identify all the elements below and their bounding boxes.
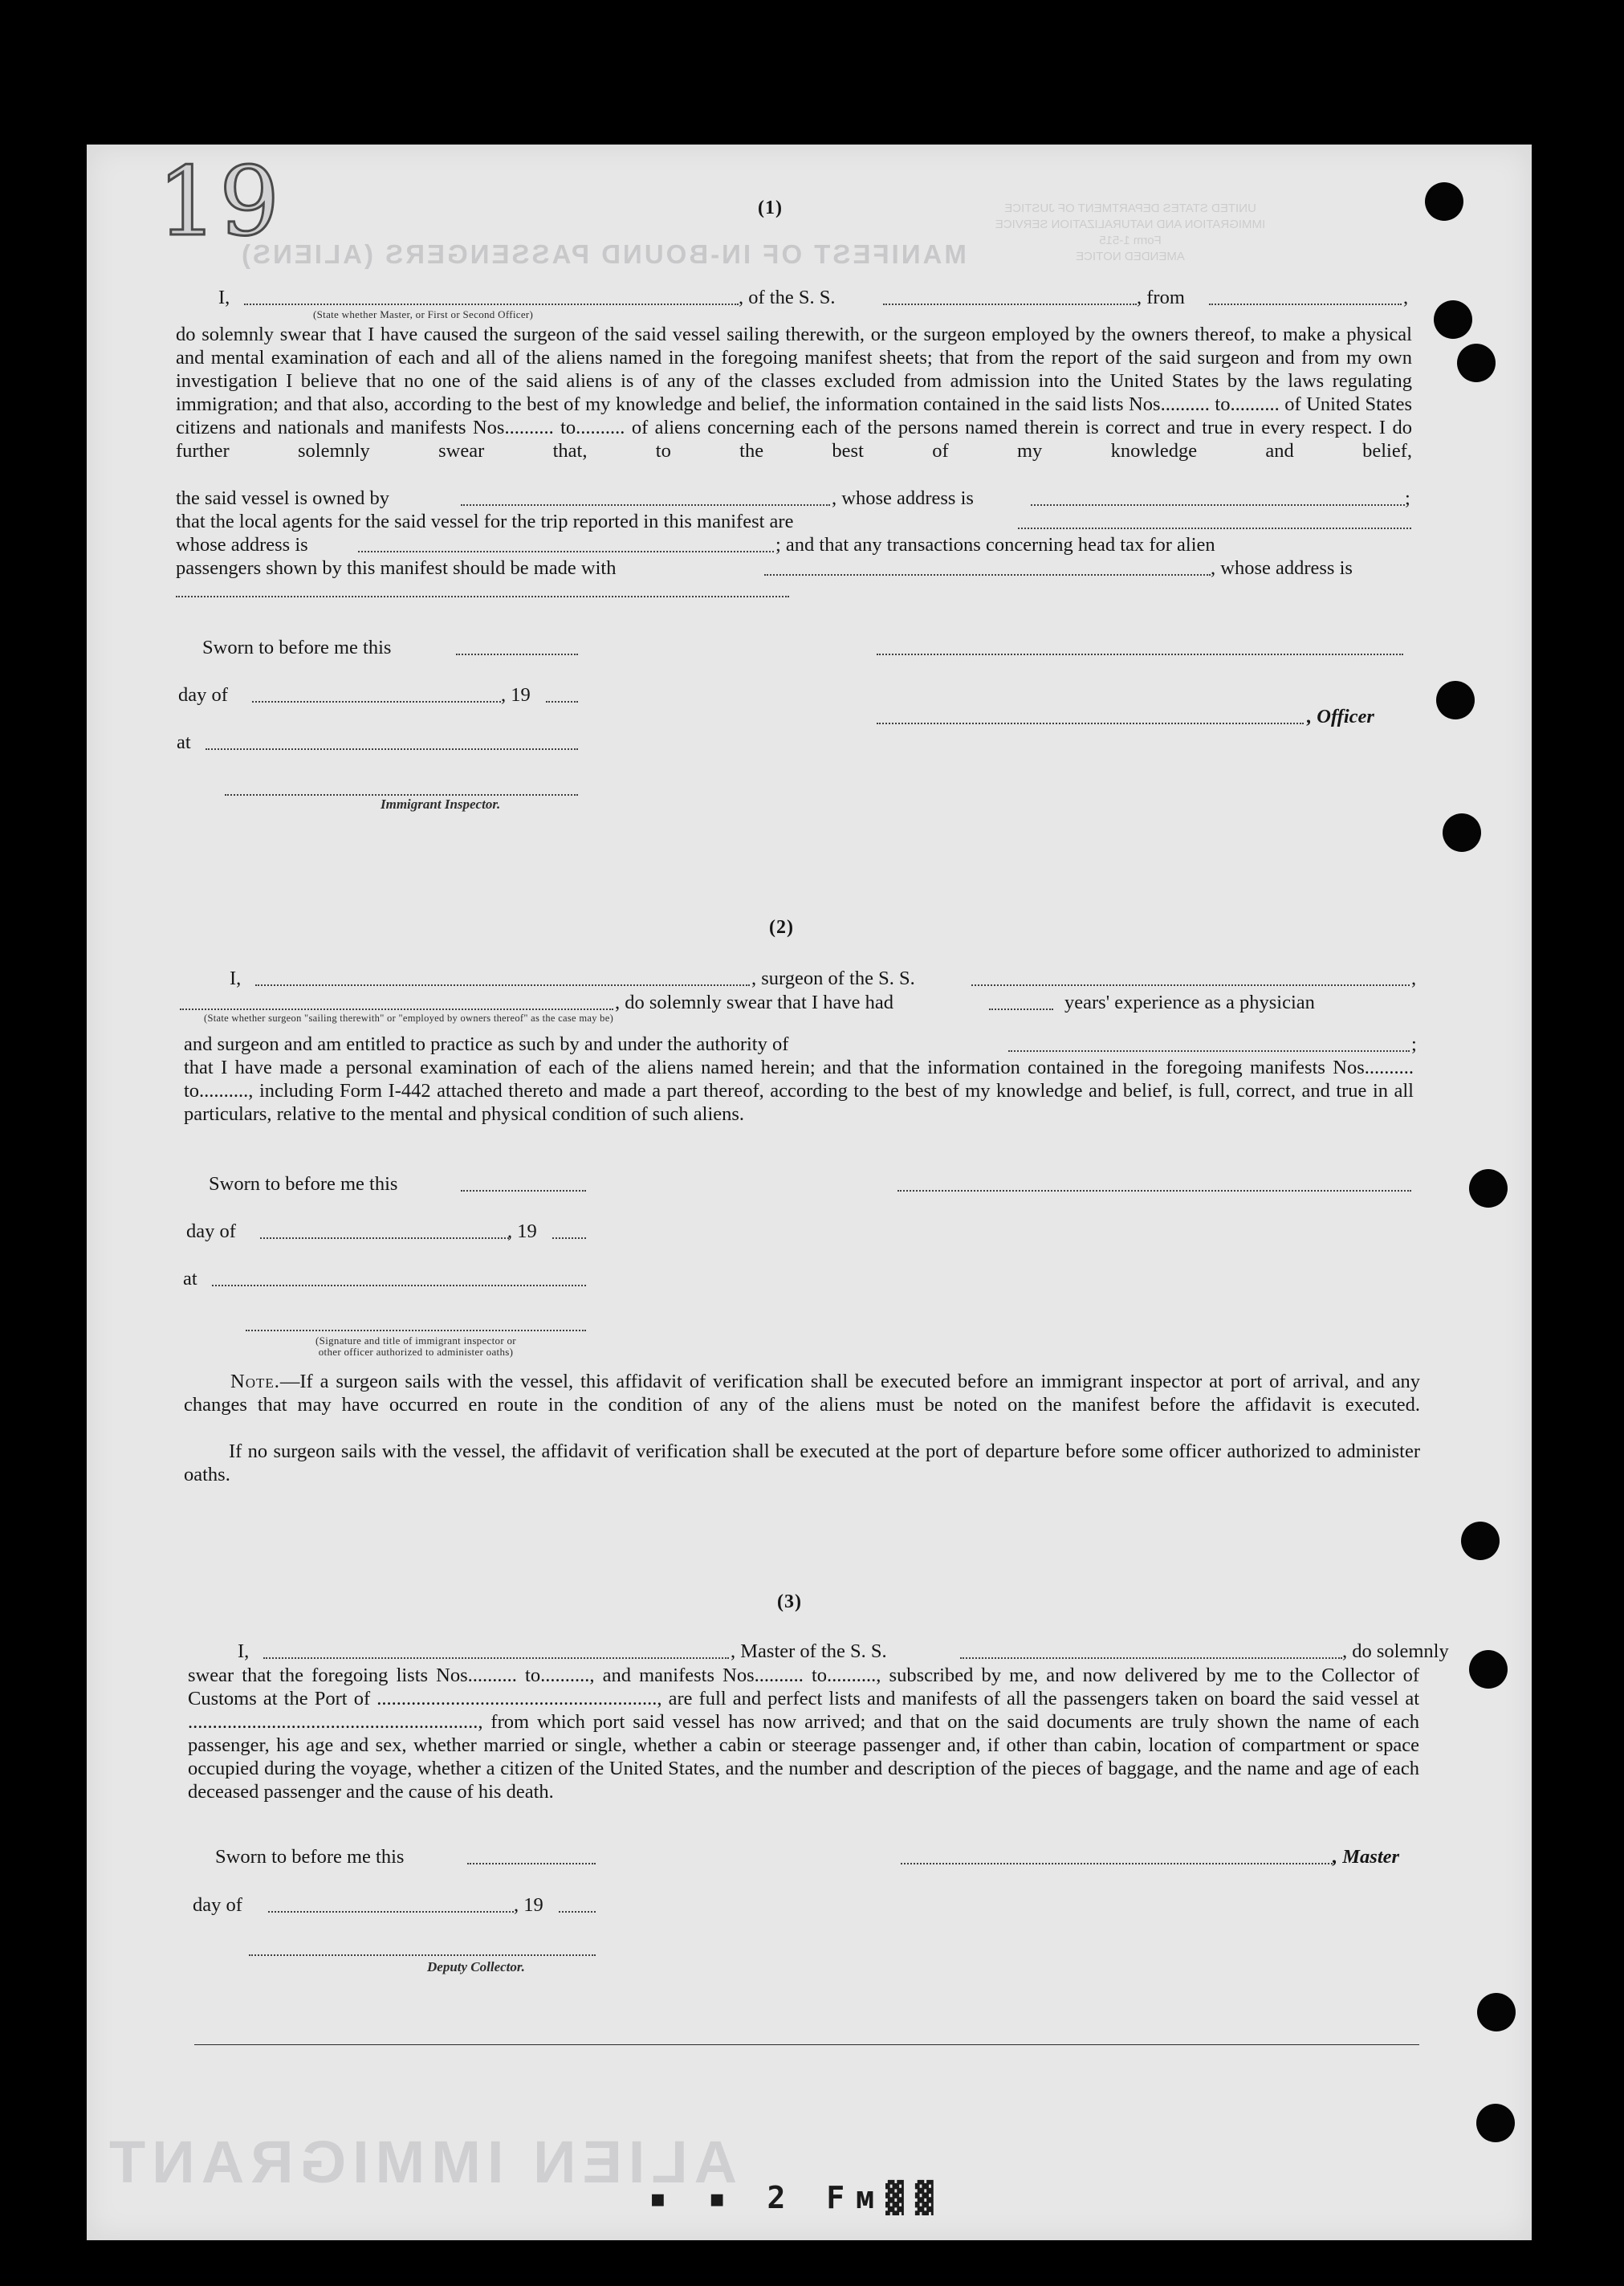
- s1-owned-by: the said vessel is owned by: [176, 487, 390, 509]
- s2-nineteen: , 19: [507, 1220, 537, 1242]
- s3-oath-body: swear that the foregoing lists Nos.......... to.........., and manifests Nos.......... to.........., subscribed by me, and now delivered by me to the Collector of Customs at the Port of ........................................................., are full and perfect lists and manifests of all the passengers taken on board the said vessel at ..........................................................., from which port said vessel has now arrived; and that on the said documents are truly shown the name of each passenger, his age and sex, whether married or single, whether a cabin or steerage passenger and, if other than cabin, location of compartment or space occupied during the voyage, whether a citizen of the United States, and the number and description of the pieces of baggage, and the name and age of each deceased passenger and the cause of his death.: [188, 1665, 1419, 1803]
- s1-vessel-blank[interactable]: [883, 304, 1137, 305]
- s1-nineteen: , 19: [501, 684, 531, 706]
- punch-hole: [1476, 2104, 1515, 2142]
- s2-day-blank[interactable]: [260, 1237, 509, 1239]
- bleed-through-header: UNITED STATES DEPARTMENT OF JUSTICE IMMIGRATION AND NATURALIZATION SERVICE Form 1-515 AMENDED NOTICE: [995, 202, 1266, 263]
- s1-sworn: Sworn to before me this: [202, 637, 392, 658]
- s3-sworn-blank[interactable]: [467, 1863, 596, 1864]
- microfilm-frame-number: 19: [157, 146, 282, 257]
- s1-year-blank[interactable]: [546, 701, 578, 703]
- s2-oath-body: that I have made a personal examination of each of the aliens named herein; and that the information contained in the foregoing manifests Nos.......... to.........., including Form I-442 attached thereto and made a part thereof, according to the best of my knowledge and belief, is full, correct, and true in all particulars, relative to the mental and physical condition of such aliens.: [184, 1057, 1414, 1125]
- s3-day-blank[interactable]: [268, 1911, 514, 1913]
- s3-i: I,: [238, 1640, 250, 1662]
- note-text: —If a surgeon sails with the vessel, this affidavit of verification shall be executed before an immigrant inspector at port of arrival, and any changes that may have occurred en route in the condition of any of the aliens must be noted on the manifest before the affidavit is executed.: [184, 1371, 1420, 1416]
- bleed-through-bottom: ALIEN IMMIGRANT: [103, 2129, 738, 2195]
- s1-at-blank[interactable]: [206, 748, 578, 750]
- punch-hole: [1443, 813, 1481, 852]
- s3-collector-line[interactable]: [249, 1954, 596, 1956]
- s1-semicolon: ;: [1405, 487, 1410, 509]
- s3-master-label: , Master: [1333, 1846, 1400, 1868]
- s2-i: I,: [230, 968, 242, 989]
- punch-hole: [1461, 1522, 1500, 1560]
- s3-name-blank[interactable]: [263, 1657, 729, 1659]
- s2-at: at: [183, 1268, 197, 1290]
- s3-deputy-caption: Deputy Collector.: [427, 1959, 525, 1974]
- s1-head-tax-blank[interactable]: [764, 574, 1211, 576]
- manifest-affidavit-page: [87, 145, 1532, 2240]
- s2-at-blank[interactable]: [212, 1285, 586, 1286]
- s1-from: , from: [1137, 287, 1185, 308]
- s1-owner-address-blank[interactable]: [1031, 504, 1405, 506]
- s2-sig-caption-1: (Signature and title of immigrant inspector or: [315, 1335, 516, 1347]
- section-1-number: (1): [758, 198, 783, 218]
- s3-signature-line[interactable]: [901, 1863, 1333, 1864]
- note-label: Note.: [230, 1371, 280, 1392]
- s3-year-blank[interactable]: [559, 1911, 596, 1913]
- bleed-through-heading: MANIFEST OF IN-BOUND PASSENGERS (ALIENS): [239, 239, 967, 269]
- s2-years-text: years' experience as a physician: [1064, 992, 1315, 1013]
- s1-officer-label: , Officer: [1307, 706, 1374, 727]
- s2-sworn: Sworn to before me this: [209, 1173, 398, 1195]
- s2-do-solemnly: , do solemnly swear that I have had: [615, 992, 893, 1013]
- s2-name-blank[interactable]: [255, 984, 750, 986]
- s1-head-tax-address-blank[interactable]: [176, 596, 789, 597]
- punch-hole: [1477, 1993, 1516, 2031]
- s3-day-of: day of: [193, 1894, 242, 1916]
- s3-do-solemnly: , do solemnly: [1342, 1640, 1449, 1662]
- s1-from-blank[interactable]: [1209, 304, 1402, 305]
- s2-inspector-line[interactable]: [246, 1330, 586, 1331]
- microfilm-bottom-stamp: ▪ ▪ 2 Fм▓▓: [649, 2180, 945, 2215]
- s2-note-2: If no surgeon sails with the vessel, the affidavit of verification shall be executed at the port of departure before some officer authorized to administer oaths.: [184, 1440, 1420, 1485]
- s2-vessel-blank[interactable]: [971, 984, 1410, 986]
- s1-signature-line-2[interactable]: [877, 723, 1304, 724]
- s1-at: at: [177, 731, 191, 753]
- bottom-rule: [194, 2044, 1419, 2045]
- s1-whose-address-3: , whose address is: [1211, 557, 1353, 579]
- s1-inspector-line[interactable]: [225, 794, 578, 796]
- punch-hole: [1469, 1169, 1508, 1208]
- s2-note: [184, 1370, 1420, 1416]
- s1-passengers: passengers shown by this manifest should be made with: [176, 557, 617, 579]
- s2-sworn-blank[interactable]: [461, 1190, 586, 1192]
- s2-semicolon: ;: [1411, 1033, 1417, 1055]
- s1-sworn-blank[interactable]: [456, 654, 578, 655]
- s1-day-of: day of: [178, 684, 228, 706]
- s1-owner-blank[interactable]: [461, 504, 830, 506]
- s1-agents-address-blank[interactable]: [358, 551, 774, 552]
- s2-years-blank[interactable]: [989, 1009, 1053, 1010]
- s3-nineteen: , 19: [514, 1894, 543, 1916]
- punch-hole: [1457, 344, 1496, 382]
- s1-day-blank[interactable]: [252, 701, 501, 703]
- s1-of-ss: , of the S. S.: [739, 287, 836, 308]
- punch-hole: [1469, 1650, 1508, 1689]
- s2-status-blank[interactable]: [180, 1009, 613, 1010]
- s1-agents-blank[interactable]: [1018, 528, 1411, 529]
- s2-comma: ,: [1411, 968, 1417, 989]
- s1-signature-line-1[interactable]: [877, 654, 1403, 655]
- s1-officer-caption: (State whether Master, or First or Second Officer): [313, 308, 534, 320]
- s1-oath-body: do solemnly swear that I have caused the surgeon of the said vessel sailing therewith, or the surgeon employed by the owners thereof, to make a physical and mental examination of each and all of the aliens named in the foregoing manifest sheets; that from the report of the said surgeon and from my own investigation I believe that no one of the said aliens is of any of the classes excluded from admission into the United States by the laws regulating immigration; and that also, according to the best of my knowledge and belief, the information contained in the said lists Nos.......... to.......... of United States citizens and nationals and manifests Nos.......... to.......... of aliens concerning each of the persons named therein is correct and true in every respect. I do further solemnly swear that, to the best of my knowledge and belief,: [176, 324, 1412, 462]
- s2-authority-blank[interactable]: [1008, 1050, 1410, 1052]
- section-3-number: (3): [777, 1591, 802, 1612]
- s1-local-agents: that the local agents for the said vessel for the trip reported in this manifest are: [176, 511, 794, 532]
- s1-whose-address-2: whose address is: [176, 534, 308, 556]
- punch-hole: [1425, 182, 1463, 221]
- s1-i: I,: [218, 287, 230, 308]
- s2-year-blank[interactable]: [552, 1237, 586, 1239]
- s2-sig-caption-2: other officer authorized to administer oaths): [318, 1346, 514, 1358]
- s1-comma: ,: [1403, 287, 1409, 308]
- s1-officer-blank[interactable]: [244, 304, 739, 305]
- punch-hole: [1434, 300, 1472, 339]
- punch-hole: [1436, 681, 1475, 719]
- s1-inspector-caption: Immigrant Inspector.: [381, 797, 501, 812]
- s3-sworn: Sworn to before me this: [215, 1846, 405, 1868]
- s2-authority: and surgeon and am entitled to practice as such by and under the authority of: [184, 1033, 789, 1055]
- s2-day-of: day of: [186, 1220, 236, 1242]
- s2-signature-line[interactable]: [897, 1190, 1411, 1192]
- s1-whose-address: , whose address is: [832, 487, 974, 509]
- s2-surgeon-of-ss: , surgeon of the S. S.: [751, 968, 915, 989]
- s2-surgeon-caption: (State whether surgeon "sailing therewith" or "employed by owners thereof" as the case may be): [204, 1013, 614, 1024]
- s3-vessel-blank[interactable]: [960, 1657, 1342, 1659]
- s3-master-of-ss: , Master of the S. S.: [731, 1640, 887, 1662]
- section-2-number: (2): [769, 917, 794, 938]
- s1-head-tax: ; and that any transactions concerning head tax for alien: [775, 534, 1215, 556]
